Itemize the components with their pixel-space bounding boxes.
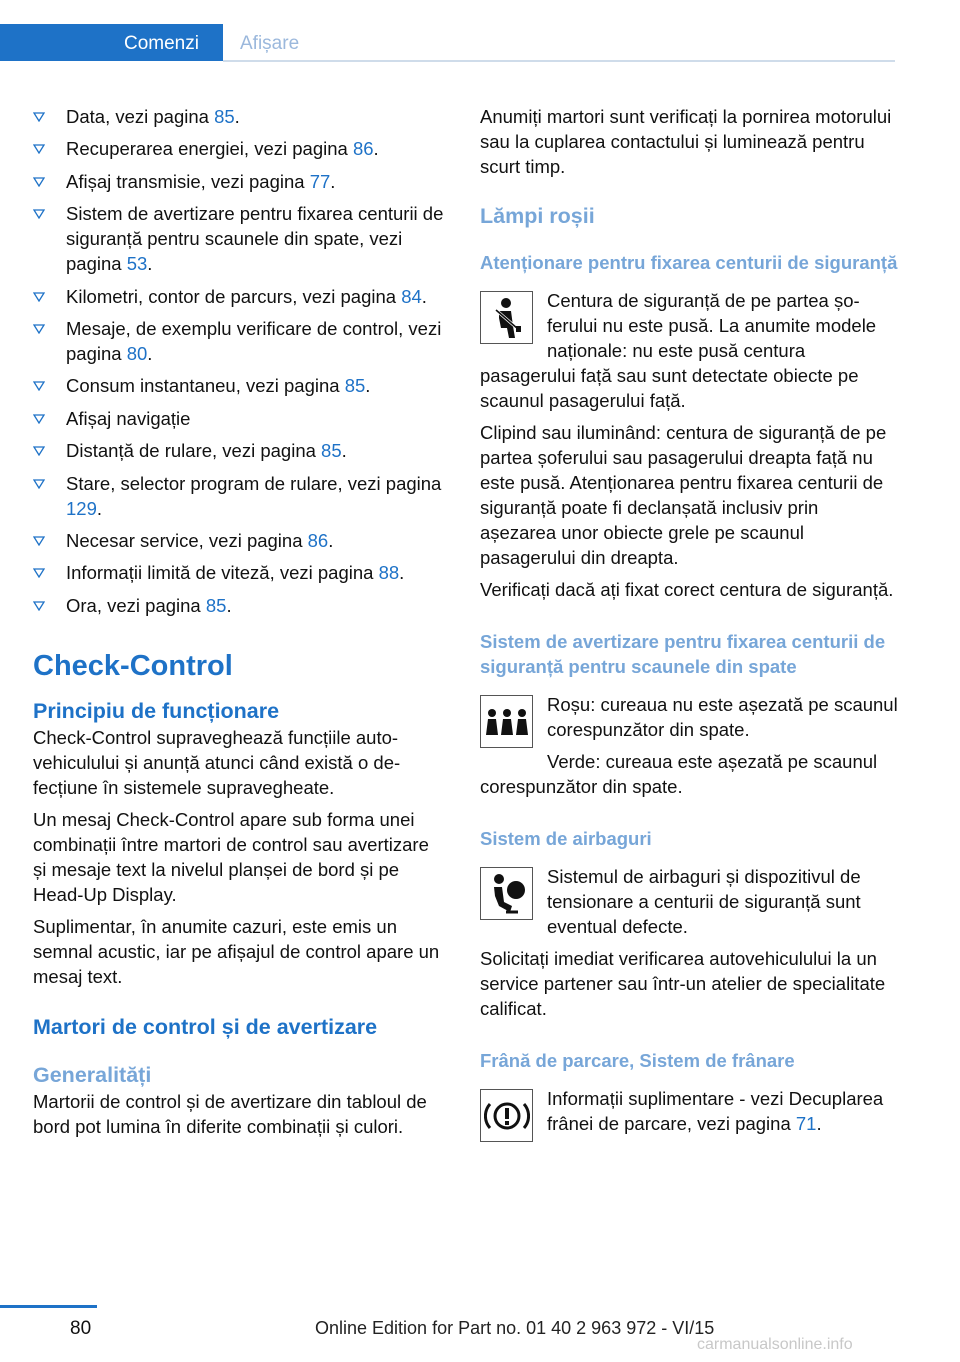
page-link[interactable]: 84 xyxy=(401,285,422,307)
brake-paragraph: Informații suplimentare - vezi Decuplarea frânei de parcare, vezi pagina 71. xyxy=(547,1088,884,1134)
page-link[interactable]: 86 xyxy=(307,529,329,551)
footer-rule xyxy=(0,1305,97,1308)
general-title: Generalități xyxy=(33,1062,152,1087)
triangle-bullet-icon xyxy=(33,601,45,611)
rear-paragraph-2: Verde: cureaua este așezată pe scaunul corespunzător din spate. xyxy=(480,751,878,797)
airbag-paragraph-1: Sistemul de airbaguri și dispozitivul de tensionare a centurii de siguranță sunt eventual defecte. xyxy=(547,866,861,937)
brake-title: Frână de parcare, Sistem de frânare xyxy=(480,1050,795,1071)
list-item: Sistem de avertizare pentru fixarea centurii de siguranță pentru scaunele din spate, vezi pagina 53. xyxy=(33,201,445,276)
tab-comenzi[interactable] xyxy=(0,24,223,61)
page-number: 80 xyxy=(70,1318,92,1339)
seatbelt-title: Atenționare pentru fixarea centurii de siguranță xyxy=(480,252,898,273)
airbag-paragraph-2: Solicitați imediat verificarea autovehiculului la un service partener sau într-un atelier de specialitate calificat. xyxy=(480,948,886,1019)
triangle-bullet-icon xyxy=(33,292,45,302)
triangle-bullet-icon xyxy=(33,536,45,546)
page-link[interactable]: 88 xyxy=(378,562,400,584)
page-link[interactable]: 85 xyxy=(214,106,235,127)
tab-afisare[interactable]: Afișare xyxy=(240,33,300,54)
page-link[interactable]: 77 xyxy=(309,170,331,192)
triangle-bullet-icon xyxy=(33,324,45,334)
list-item: Ora, vezi pagina 85. xyxy=(33,593,445,618)
page-link[interactable]: 80 xyxy=(126,342,148,364)
triangle-bullet-icon xyxy=(33,209,45,219)
page-link[interactable]: 129 xyxy=(66,497,97,519)
triangle-bullet-icon xyxy=(33,112,45,122)
seatbelt-paragraph-2: Clipind sau iluminând: centura de siguranță de pe partea șoferului sau pasagerului dreapta față nu este pusă. Atenționarea pentru fixarea centurii de siguranță poate fi declanșată inclusiv prin așezarea unor obiecte grele pe scaunul pasagerului din dreapta. xyxy=(480,422,887,568)
triangle-bullet-icon xyxy=(33,381,45,391)
seatbelt-warning-icon xyxy=(480,291,533,344)
principle-paragraph-1: Check-Control supraveghează funcțiile autovehiculului și anunță atunci când există o defecțiune în sistemele supravegheate. xyxy=(33,726,401,798)
rear-seatbelt-block xyxy=(480,692,898,799)
triangle-bullet-icon xyxy=(33,177,45,187)
airbag-block xyxy=(480,864,898,939)
triangle-bullet-icon xyxy=(33,568,45,578)
list-item: Consum instantaneu, vezi pagina 85. xyxy=(33,373,445,398)
triangle-bullet-icon xyxy=(33,446,45,456)
list-item: Recuperarea energiei, vezi pagina 86. xyxy=(33,136,445,161)
general-paragraph: Martorii de control și de avertizare din tabloul de bord pot lumina în diferite combinații și culori. xyxy=(33,1090,427,1137)
page-link[interactable]: 85 xyxy=(321,440,342,462)
list-item: Necesar service, vezi pagina 86. xyxy=(33,528,445,553)
triangle-bullet-icon xyxy=(33,144,45,154)
intro-paragraph: Anumiți martori sunt verificați la pornirea motorului sau la cuplarea contactului și luminează pentru scurt timp. xyxy=(480,106,892,177)
page-link[interactable]: 85 xyxy=(205,594,227,616)
list-item: Stare, selector program de rulare, vezi pagina 129. xyxy=(33,471,445,521)
tab-comenzi-label: Comenzi xyxy=(124,33,199,54)
header-tabs xyxy=(0,24,895,61)
list-item: Data, vezi pagina 85. xyxy=(33,104,445,129)
page-link[interactable]: 53 xyxy=(126,253,148,275)
principle-paragraph-3: Suplimentar, în anumite cazuri, este emis un semnal acustic, iar pe afișajul de control apare un mesaj text. xyxy=(33,915,440,987)
airbag-title: Sistem de airbaguri xyxy=(480,828,652,849)
check-control-title: Check-Control xyxy=(33,649,233,682)
list-item: Mesaje, de exemplu verificare de control, vezi pagina 80. xyxy=(33,316,445,366)
rear-paragraph-1: Roșu: cureaua nu este așezată pe scaunul corespunzător din spate. xyxy=(547,694,898,740)
watermark: carmanualsonline.info xyxy=(697,1336,853,1353)
edition-text: Online Edition for Part no. 01 40 2 963 972 - VI/15 xyxy=(315,1318,715,1338)
brake-block xyxy=(480,1086,898,1146)
page-link[interactable]: 71 xyxy=(795,1113,817,1134)
airbag-icon xyxy=(480,867,533,920)
left-column xyxy=(33,104,445,1139)
right-column xyxy=(480,104,898,1146)
list-item: Kilometri, contor de parcurs, vezi pagina 84. xyxy=(33,284,445,309)
header-rule xyxy=(223,60,895,62)
seatbelt-paragraph-3: Verificați dacă ați fixat corect centura de siguranță. xyxy=(480,579,894,600)
red-lamps-title: Lămpi roșii xyxy=(480,204,595,228)
principle-paragraph-2: Un mesaj Check-Control apare sub forma unei combinații între martori de control sau avertizare și mesaje text la nivelul planșei de bord și pe Head-Up Display. xyxy=(33,808,429,905)
triangle-bullet-icon xyxy=(33,479,45,489)
list-item: Informații limită de viteză, vezi pagina 88. xyxy=(33,560,445,585)
principle-title: Principiu de funcționare xyxy=(33,698,280,723)
seatbelt-paragraph-1: Centura de siguranță de pe partea șoferului nu este pusă. La anumite modele naționale: nu este pusă centura pasagerului față sau sunt detectate obiecte pe scaunul pasagerului față. xyxy=(480,290,877,411)
martori-title: Martori de control și de avertizare xyxy=(33,1014,378,1039)
seatbelt-block xyxy=(480,288,898,413)
brake-warning-icon xyxy=(480,1089,533,1142)
list-item: Afișaj navigație xyxy=(33,406,445,431)
list-item: Distanță de rulare, vezi pagina 85. xyxy=(33,438,445,463)
rear-seatbelt-title: Sistem de avertizare pentru fixarea centurii de siguranță pentru scaunele din spate xyxy=(480,631,886,677)
rear-seats-icon xyxy=(480,695,533,748)
triangle-bullet-icon xyxy=(33,414,45,424)
display-items-list xyxy=(33,104,445,618)
page-link[interactable]: 85 xyxy=(344,375,366,397)
page-link[interactable]: 86 xyxy=(352,138,374,160)
list-item: Afișaj transmisie, vezi pagina 77. xyxy=(33,169,445,194)
